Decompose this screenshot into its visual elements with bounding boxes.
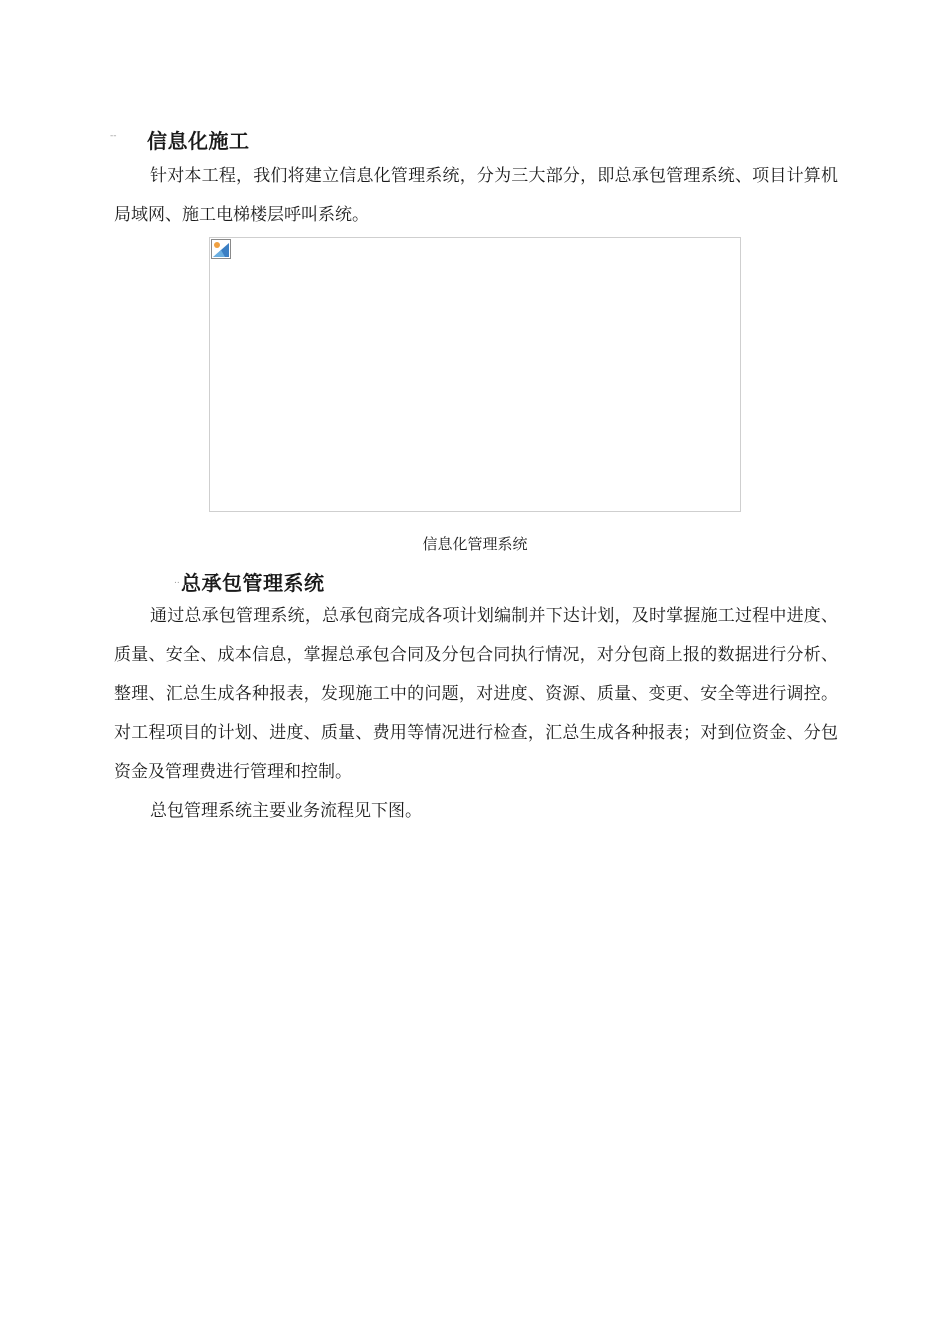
heading-marker: -- <box>110 131 117 141</box>
section-heading-info-construction: 信息化施工 <box>147 129 250 153</box>
paragraph-intro: 针对本工程，我们将建立信息化管理系统，分为三大部分，即总承包管理系统、项目计算机局域网、施工电梯楼层呼叫系统。 <box>114 166 838 225</box>
paragraph-workflow-note: 总包管理系统主要业务流程见下图。 <box>150 801 422 821</box>
broken-image-icon <box>211 239 231 259</box>
section-heading-general-contract-system: 总承包管理系统 <box>181 571 325 595</box>
figure-caption: 信息化管理系统 <box>422 535 528 553</box>
heading-marker: .. <box>174 576 180 586</box>
figure-image-placeholder <box>209 237 741 512</box>
paragraph-system-description: 通过总承包管理系统，总承包商完成各项计划编制并下达计划，及时掌握施工过程中进度、质量、安全、成本信息，掌握总承包合同及分包合同执行情况，对分包商上报的数据进行分析、整理、汇总生成各种报表，发现施工中的问题，对进度、资源、质量、变更、安全等进行调控。对工程项目的计划、进度、质量、费用等情况进行检查，汇总生成各种报表；对到位资金、分包资金及管理费进行管理和控制。 <box>114 606 838 782</box>
